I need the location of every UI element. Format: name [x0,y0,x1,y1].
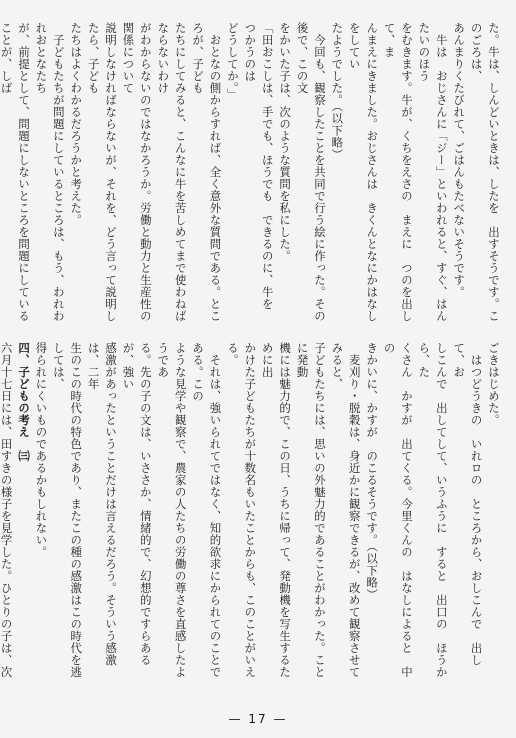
lower-text-block [0,342,502,687]
text-line: おとなの側からすれば、全く意外な質問である。ところが、子ども [191,22,223,322]
upper-text-block [0,22,502,328]
text-line: 六月十七日には、田すきの様子を見学した。ひとりの子は、次 [0,342,14,678]
text-line: ごきはじめた。 [487,342,501,426]
text-line: 感激があったということだけは言えるだろう。そういう感激は、二年 [86,342,119,666]
text-line: きかいに、かすが のこるそうです。（以下略） [365,342,380,601]
text-line: る。先の子の文は、いささか、情緒的で、幻想的ですらあるが、強い [121,342,153,666]
text-line: かけた子どもたちが十数名もいたことからも、このことがいえる。 [225,342,258,678]
text-line: んまえにきました。おじさんは きくんとなにかはなしをしてい [347,22,380,322]
text-line: 子どもたちが問題にしているところは、もう、われわれおとなたち [34,22,66,322]
page-number: — 17 — [228,712,288,726]
text-line: それは、強いられてではなく、知的欲求にかられてのことである。この [191,342,223,678]
text-line: 「田おこしは、手でも、ほうでも できるのに、牛を つかうのは [243,22,275,322]
text-line: ような見学や観察で、農家の人たちの労働の尊さを直感したようであ [156,342,188,678]
text-line: たようでした。（以下略） [330,22,345,161]
text-line: 牛は おじさんに「ジー」といわれると、すぐ、はんたいのほう [417,22,449,322]
text-line: がわからないのではなかろうか。労働と動力と生産性の関係について [121,22,153,322]
text-line: たちはよくわかるだろうかと考えた。 [69,22,84,226]
text-line: をむきます。牛が、くちをえさの まえに つのを出して、ま [382,22,414,322]
text-line: 得られにくいものであるかもしれない。 [34,342,49,558]
text-line: あんまりくたびれて、ごはんもたべないそうです。 [452,22,467,298]
text-line: どうしてか。」 [225,22,240,101]
section-heading: 四、子どもの考え ㈢ [17,342,32,462]
text-line: 今回も、観察したことを共同で行う絵に作った。その後で、この文 [295,22,327,322]
text-line: 生のこの時代の特色であり、またこの種の感激はこの時代を逃しては、 [51,342,84,678]
text-line: た。牛は、しんどいときは、したを 出すそうです。このごろは、 [469,22,501,322]
text-line: たちにしてみると、こんなに牛を苦しめてまで使わねばならないわけ [156,22,188,322]
text-line: が、前提として、問題にしないところを問題にしていることが、しば [0,22,32,322]
text-line: はつどうきの いれロの ところから、おしこんで 出して、お [452,342,484,666]
text-line: しこんで 出してして、いうふうに すると 出口の ほうから、た [417,342,449,678]
text-line: をかいた子は、次のような質問を私にした。 [278,22,293,262]
text-line: くさん かすが 出てくる。今里くんの はなしによると 中の [382,342,414,678]
text-line: 子どもたちには、思いの外魅力的であることがわかった。ことに発動 [295,342,327,678]
text-line: 説明しなければならないが、それを、どう言って説明したら、子ども [86,22,119,322]
text-line: 機には魅力的で、この日、うちに帰って、発動機を写生するために出 [260,342,293,678]
text-line: 麦刈り・脱穀は、身近かに観察できるが、改めて観察させてみると、 [330,342,362,678]
